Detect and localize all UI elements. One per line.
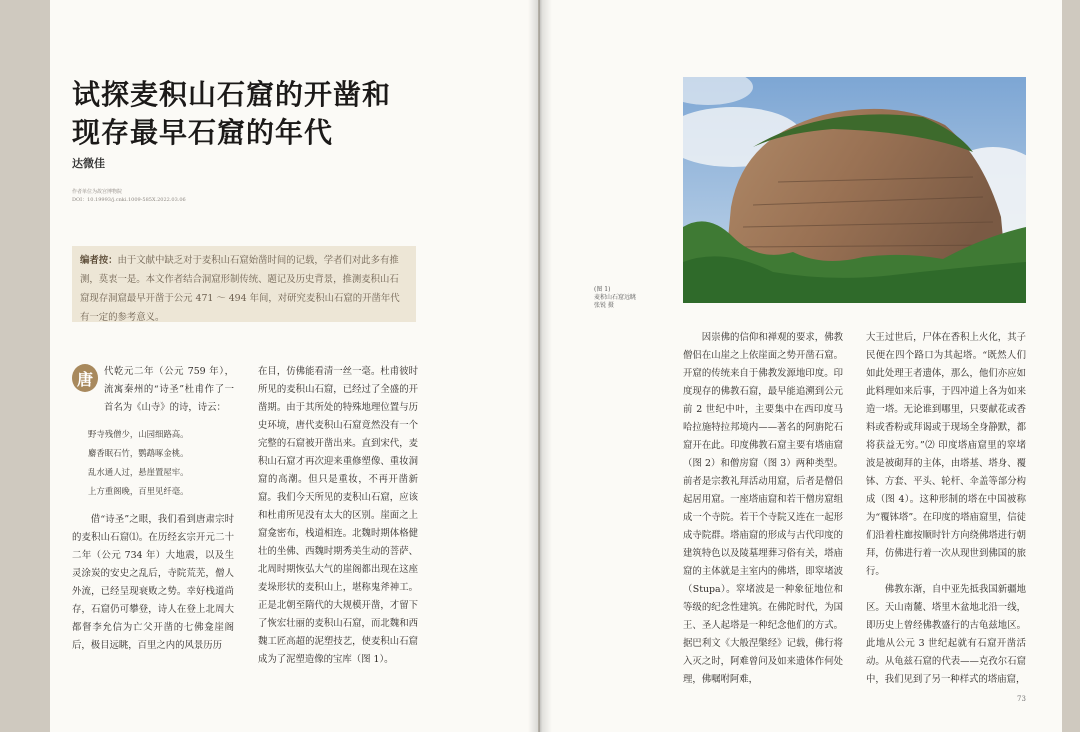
right-column-1 bbox=[683, 329, 843, 689]
poem-line: 上方重阁晚，百里见纤毫。 bbox=[88, 486, 189, 496]
figure-credit: 张锐 摄 bbox=[594, 302, 614, 309]
drop-cap: 唐 bbox=[72, 364, 98, 392]
body-paragraph: 在目，仿佛能看清一丝一毫。杜甫彼时所见的麦积山石窟，已经过了全盛的开凿期。由于其所处的特殊地理位置与历史环境，唐代麦积山石窟竟然没有一个完整的石窟被开凿出来。直到宋代，麦积山石窟才再次迎来重修塑像、重妆洞窟的高潮。但只是重妆，不再开凿新窟。我们今天所见的麦积山石窟，应该和杜甫所见没有太大的区别。崖面之上窟龛密布，栈道相连。北魏时期体格健壮的坐佛、西魏时期秀美生动的菩萨、北周时期恢弘大气的崖阁都出现在这座麦垛形状的麦积山上，堪称鬼斧神工。正是北朝至隋代的大规模开凿，才留下了恢宏壮丽的麦积山石窟，而北魏和西魏工匠高超的泥塑技艺，使麦积山石窟成为了泥塑造像的宝库（图 1）。 bbox=[258, 366, 418, 665]
poem-line: 野寺残僧少，山园细路高。 bbox=[88, 429, 189, 439]
mountain-photo bbox=[683, 77, 1026, 303]
editor-note-text: 由于文献中缺乏对于麦积山石窟始凿时间的记载，学者们对此多有推测，莫衷一是。本文作者结合洞窟形制传统、题记及历史背景，推测麦积山石窟现存洞窟最早开凿于公元 471 ～ 494 年间，对研究麦积山石窟的开凿年代有一定的参考意义。 bbox=[80, 255, 400, 323]
author-affiliation: 作者单位为故宫博物院 bbox=[72, 189, 123, 195]
figure-1-photo bbox=[683, 77, 1026, 303]
left-column-2 bbox=[258, 363, 418, 669]
body-paragraph: 大王过世后，尸体在香积上火化，其子民便在四个路口为其起塔。“既然人们如此处理王者遗体，那么，他们亦应如此料理如来后事，于四冲道上各为如来造一塔。无论谁到哪里，只要献花或香料或香粉或拜谒或于现场全身静默，都将获益无穷。”⑵ 印度塔庙窟里的窣堵波是被砌拜的主体，由塔基、塔身、覆钵、方套、平头、轮杆、伞盖等部分构成（图 4）。这种形制的塔在中国被称为“覆钵塔”。在印度的塔庙窟里，信徒们沿着柱廊按顺时针方向绕佛塔进行朝拜，仿佛进行着一次从现世到佛国的旅行。 bbox=[866, 332, 1026, 577]
intro-paragraph: 代乾元二年（公元 759 年），流寓秦州的“诗圣”杜甫作了一首名为《山寺》的诗，诗云： bbox=[104, 366, 234, 413]
doi: DOI：10.19993/j.cnki.1009-585X.2022.03.06 bbox=[72, 197, 186, 203]
editor-note-label: 编者按： bbox=[80, 255, 118, 266]
right-column-2 bbox=[866, 329, 1026, 689]
article-title bbox=[72, 76, 402, 152]
editor-note bbox=[72, 246, 416, 322]
figure-caption bbox=[594, 286, 636, 310]
body-paragraph: 因崇佛的信仰和禅观的要求，佛教僧侣在山崖之上依崖面之势开凿石窟。开窟的传统来自于佛教发源地印度。印度现存的佛教石窟，最早能追溯到公元前 2 世纪中叶，主要集中在西印度马哈拉施特拉邦境内——著名的阿旃陀石窟开在此。印度佛教石窟主要有塔庙窟（图 2）和僧房窟（图 3）两种类型。前者是宗教礼拜活动用窟，后者是僧侣起居用窟。一座塔庙窟和若干僧房窟组成一个寺院。若干个寺院又连在一起形成寺院群。塔庙窟的形成与古代印度的建筑特色以及陵墓埋葬习俗有关，塔庙窟的主体就是主室内的佛塔，即窣堵波（Stupa）。窣堵波是一种象征地位和等级的纪念性建筑。在佛陀时代，为国王、圣人起塔是一种纪念他们的方式。据巴利文《大般涅槃经》记载，佛行将入灭之时，阿难曾问及如来遗体作何处理，佛嘱咐阿难， bbox=[683, 332, 843, 685]
title-line-2: 现存最早石窟的年代 bbox=[72, 116, 334, 149]
body-paragraph: 佛教东渐，自中亚先抵我国新疆地区。天山南麓、塔里木盆地北沿一线，即历史上曾经佛教盛行的古龟兹地区。此地从公元 3 世纪起就有石窟开凿活动。从龟兹石窟的代表——克孜尔石窟中，我们见到了另一种样式的塔庙窟， bbox=[866, 584, 1026, 685]
page-number: 73 bbox=[1017, 695, 1026, 703]
figure-title: 麦积山石窟远眺 bbox=[594, 294, 637, 301]
figure-number: (图 1) bbox=[594, 286, 611, 293]
poem-line: 乱水通人过，悬崖置屋牢。 bbox=[88, 467, 189, 477]
poem bbox=[88, 425, 234, 501]
book-gutter bbox=[528, 0, 552, 732]
article-meta bbox=[72, 188, 186, 204]
left-column-1 bbox=[72, 363, 234, 655]
author-name: 达微佳 bbox=[72, 157, 105, 170]
body-paragraph: 借“诗圣”之眼，我们看到唐肃宗时的麦积山石窟⑴。在历经玄宗开元二十二年（公元 734 年）大地震，以及生灵涂炭的安史之乱后，寺院荒芜，僧人外流，已经呈现衰败之势。幸好栈道尚存，石窟仍可攀登，诗人在登上北周大都督李允信为亡父开凿的七佛龛崖阁后，极目远眺，百里之内的风景历历 bbox=[72, 514, 234, 651]
title-line-1: 试探麦积山石窟的开凿和 bbox=[72, 78, 392, 111]
poem-line: 麝香眠石竹，鹦鹉啄金桃。 bbox=[88, 448, 189, 458]
